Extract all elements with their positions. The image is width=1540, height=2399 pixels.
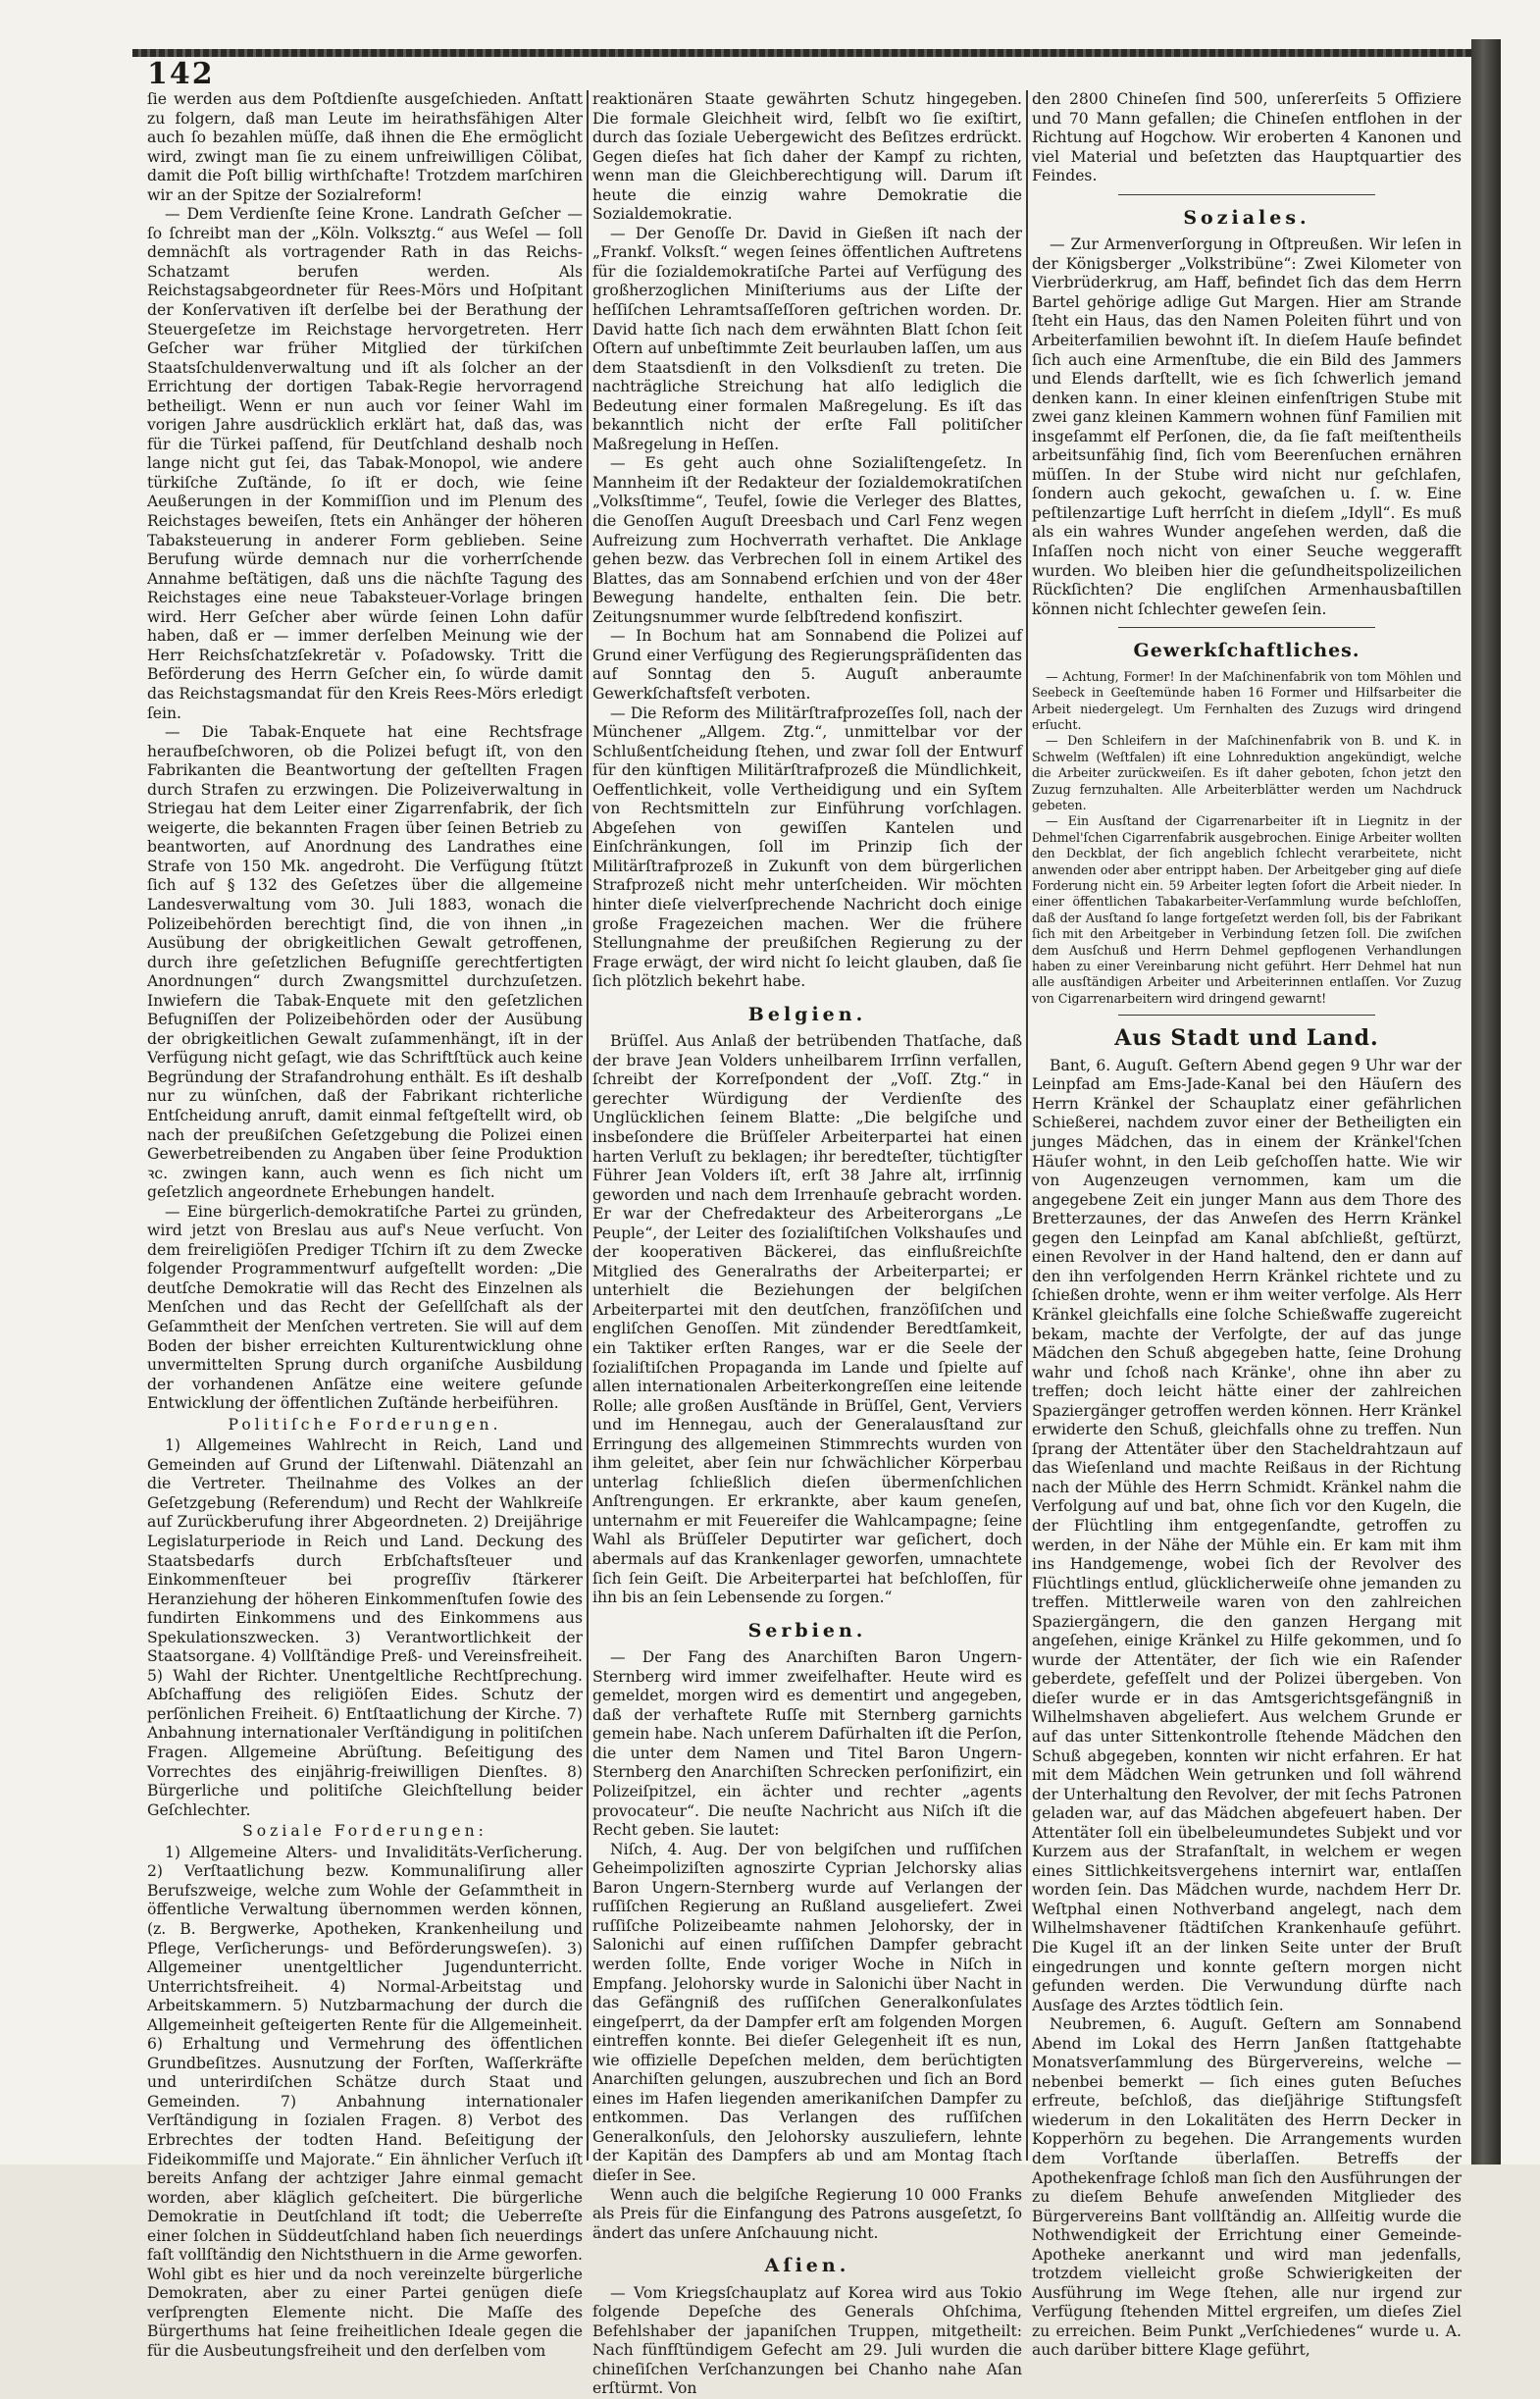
article-paragraph: — Die Reform des Militärſtrafprozeſſes ſoll, nach der Münchener „Allgem. Ztg.“, unmittelbar vor der Schlußentſcheidung ſtehen, und zwar ſoll der Entwurf für den künftigen Militärſtrafprozeß die Mündlichkeit, Oeffentlichkeit, volle Vertheidigung und ein Syſtem von Rechtsmitteln zur Einführung vorſchlagen. Abgeſehen von gewiſſen Kantelen und Einſchränkungen, ſoll im Prinzip ſich der Militärſtrafprozeß in Zukunft von dem bürgerlichen Strafprozeß nicht mehr unterſcheiden. Wir möchten hinter dieſe vielverſprechende Nachricht doch einige große Fragezeichen machen. Wer die frühere Stellungnahme der preußiſchen Regierung zu der Frage erwägt, der wird nicht ſo leicht glauben, daß ſie ſich plötzlich bekehrt habe. [592,704,1022,991]
article-paragraph: — In Bochum hat am Sonnabend die Polizei auf Grund einer Verfügung des Regierungspräſidenten das auf Sonntag den 5. Auguſt anberaumte Gewerkſchaftsfeſt verboten. [592,627,1022,703]
section-heading: Soziales. [1183,206,1310,229]
column-rule-1 [587,90,589,2161]
section-separator [1118,1015,1376,1016]
article-paragraph: — Der Genoſſe Dr. David in Gießen iſt nach der „Frankf. Volksſt.“ wegen ſeines öffentlichen Auftretens für die ſozialdemokratiſche Partei auf Verfügung des großherzoglichen Miniſteriums aus der Liſte der heſſiſchen Lehramtsaſſeſſoren geſtrichen worden. Dr. David hatte ſich nach dem erwähnten Blatt ſchon ſeit Oſtern auf unbeſtimmte Zeit beurlauben laſſen, um aus dem Staatsdienſt in den Volksdienſt zu treten. Die nachträgliche Streichung hat alſo lediglich die Bedeutung einer formalen Maßregelung. Es iſt das bekanntlich nicht der erſte Fall politiſcher Maßregelung in Heſſen. [592,224,1022,453]
article-paragraph: 1) Allgemeine Alters- und Invaliditäts-Verſicherung. 2) Verſtaatlichung bezw. Kommunaliſirung aller Berufszweige, welche zum Wohle der Geſammtheit in öffentliche Verwaltung übernommen werden können, (z. B. Bergwerke, Apotheken, Krankenheilung und Pflege, Verſicherungs- und Beförderungsweſen). 3) Allgemeiner unentgeltlicher Jugendunterricht. Unterrichtsfreiheit. 4) Normal-Arbeitstag und Arbeitskammern. 5) Nutzbarmachung der durch die Allgemeinheit geſteigerten Rente für die Allgemeinheit. 6) Erhaltung und Vermehrung des öffentlichen Grundbeſitzes. Ausnutzung der Forſten, Waſſerkräfte und unterirdiſchen Schätze durch Staat und Gemeinden. 7) Anbahnung internationaler Verſtändigung in ſozialen Fragen. 8) Verbot des Erbrechtes der todten Hand. Beſeitigung der Fideikommiſſe und Majorate.“ Ein ähnlicher Verſuch iſt bereits Anfang der achtziger Jahre einmal gemacht worden, aber kläglich geſcheitert. Die bürgerliche Demokratie in Deutſchland iſt todt; die Ueberreſte einer ſolchen in Süddeutſchland haben ſich neuerdings faſt vollſtändig den Nichtsthuern in die Arme geworfen. Wohl gibt es hier und da noch vereinzelte bürgerliche Demokraten, aber zu einer Partei genügen dieſe verſprengten Elemente nicht. Die Maſſe des Bürgerthums hat ſeine freiheitlichen Ideale gegen die für die Ausbeutungsfreiheit und den derſelben vom [147,1843,583,2360]
section-heading: Aus Stadt und Land. [1114,1025,1379,1052]
article-paragraph: Brüſſel. Aus Anlaß der betrübenden Thatſache, daß der brave Jean Volders unheilbarem Irrſinn verfallen, ſchreibt der Korreſpondent der „Voſſ. Ztg.“ in gerechter Würdigung der Verdienſte des Unglücklichen ſeinem Blatte: „Die belgiſche und insbeſondere die Brüſſeler Arbeiterpartei hat einen harten Verluſt zu beklagen; ihr beredteſter, tüchtigſter Führer Jean Volders iſt, erſt 38 Jahre alt, irrſinnig geworden und nach dem Irrenhauſe gebracht worden. Er war der Chefredakteur des Arbeiterorgans „Le Peuple“, der Leiter des ſozialiſtiſchen Volkshauſes und der kooperativen Bäckerei, das einflußreichſte Mitglied des Generalraths der Arbeiterpartei; er unterhielt die Beziehungen der belgiſchen Arbeiterpartei mit den deutſchen, franzöſiſchen und engliſchen Genoſſen. Mit zündender Beredtſamkeit, ein Taktiker erſten Ranges, war er die Seele der ſozialiſtiſchen Propaganda im Lande und ſpielte auf allen internationalen Arbeiterkongreſſen eine leitende Rolle; alle großen Ausſtände in Brüſſel, Gent, Verviers und im Hennegau, auch der Generalausſtand zur Erringung des allgemeinen Stimmrechts wurden von ihm geleitet, aber ſein nur ſchwächlicher Körperbau unterlag ſchließlich dieſen übermenſchlichen Anſtrengungen. Er erkrankte, aber kaum geneſen, unternahm er mit Feuereifer die Wahlcampagne; ſeine Wahl als Brüſſeler Deputirter war geſichert, doch abermals auf das Krankenlager geworfen, umnachtete ſich ſein Geiſt. Die Arbeiterpartei hat beſchloſſen, für ihn bis an ſein Lebensende zu ſorgen.“ [592,1032,1022,1607]
section-separator [1118,627,1376,628]
page-number: 142 [147,57,215,91]
article-paragraph: Neubremen, 6. Auguſt. Geſtern am Sonnabend Abend im Lokal des Herrn Janßen ſtattgehabte Monatsverſammlung des Bürgervereins, welche — nebenbei bemerkt — ſich eines guten Beſuches erfreute, beſchloß, das dieſjährige Stiftungsfeſt wiederum in den Lokalitäten des Herrn Decker in Kopperhörn zu begehen. Die Arrangements wurden dem Vorſtande überlaſſen. Betreffs der Apothekenfrage ſchloß man ſich den Ausführungen der zu dieſem Behufe anweſenden Mitglieder des Bürgervereins Bant vollſtändig an. Allſeitig wurde die Nothwendigkeit der Errichtung einer Gemeinde-Apotheke anerkannt und wird man jedenfalls, trotzdem vielleicht große Schwierigkeiten der Ausführung im Wege ſtehen, alle nur irgend zur Verfügung ſtehenden Mittel ergreifen, um dieſes Ziel zu erreichen. Beim Punkt „Verſchiedenes“ wurde u. A. auch darüber bittere Klage geführt, [1032,2015,1462,2360]
article-paragraph: ſie werden aus dem Poſtdienſte ausgeſchieden. Anſtatt zu folgern, daß man Leute im heirathsfähigen Alter auch ſo bezahlen müſſe, daß ihnen die Ehe ermöglicht wird, zwingt man ſie zu einem unfreiwilligen Cölibat, damit die Poſt billig wirthſchafte! Trotzdem marſchiren wir an der Spitze der Sozialreform! [147,90,583,204]
article-paragraph: — Eine bürgerlich-demokratiſche Partei zu gründen, wird jetzt von Breslau aus auf's Neue verſucht. Von dem freireligiöſen Prediger Tſchirn iſt zu dem Zwecke folgender Programmentwurf aufgeſtellt worden: „Die deutſche Demokratie will das Recht des Einzelnen als Menſchen und das Recht der Geſellſchaft als der Geſammtheit der Menſchen vertreten. Sie will auf dem Boden der bisher erreichten Kulturentwicklung ohne unvermittelten Sprung durch organiſche Ausbildung der vorhandenen Anſätze eine weitere geſunde Entwicklung der öffentlichen Zuſtände herbeiführen. [147,1202,583,1413]
article-paragraph: Bant, 6. Auguſt. Geſtern Abend gegen 9 Uhr war der Leinpfad am Ems-Jade-Kanal bei den Häuſern des Herrn Kränkel der Schauplatz einer gefährlichen Schießerei, nachdem zuvor einer der Betheiligten ein junges Mädchen, das in einem der Kränkel'ſchen Häuſer wohnt, in den Leib geſchoſſen hatte. Wie wir von Augenzeugen vernommen, kam um die angegebene Zeit ein junger Mann aus dem Thore des Bretterzaunes, der das Anweſen des Herrn Kränkel gegen den Leinpfad am Kanal abſchließt, geſtürzt, einen Revolver in der Hand haltend, den er dann auf den ihn verfolgenden Herrn Kränkel richtete und zu ſchießen drohte, wenn er ihm weiter verfolge. Als Herr Kränkel gleichfalls eine ſolche Schießwaffe zugereicht bekam, machte der Verfolgte, der auf das junge Mädchen den Schuß abgegeben hatte, ſeine Drohung wahr und ſchoß nach Kränke', ohne ihn aber zu treffen; doch leicht hätte einer der zahlreichen Spaziergänger getroffen werden können. Herr Kränkel erwiderte den Schuß, gleichfalls ohne zu treffen. Nun ſprang der Attentäter über den Stacheldrahtzaun auf das Wieſenland und machte Reißaus in der Richtung nach der Mühle des Herrn Schmidt. Kränkel nahm die Verfolgung auf und bat, ohne ſich vor den Kugeln, die der Flüchtling ihm entgegenſandte, getroffen zu werden, in der Nähe der Mühle ein. Er kam mit ihm ins Handgemenge, wobei ſich der Revolver des Flüchtlings entlud, glücklicherweiſe ohne jemanden zu treffen. Mittlerweile waren von den zahlreichen Spaziergängern, die den ganzen Hergang mit angeſehen, einige Kränkel zu Hilfe gekommen, und ſo wurde der Attentäter, der ſich wie ein Raſender geberdete, gefeſſelt und der Polizei übergeben. Von dieſer wurde er in das Amtsgerichtsgefängniß in Wilhelmshaven abgeliefert. Aus welchem Grunde er auf das unter Sittenkontrolle ſtehende Mädchen den Schuß abgegeben, konnten wir nicht erfahren. Er hat mit dem Mädchen Wein getrunken und ſoll während der Unterhaltung den Revolver, der mit ſechs Patronen geladen war, auf das Mädchen abgefeuert haben. Der Attentäter ſoll ein übelbeleumundetes Subjekt und vor Kurzem aus der Strafanſtalt, in welchem er wegen eines Sittlichkeitsvergehens internirt war, entlaſſen worden ſein. Das Mädchen wurde, nachdem Herr Dr. Weſtphal einen Nothverband angelegt, nach dem Wilhelmshavener ſtädtiſchen Krankenhauſe geführt. Die Kugel iſt an der linken Seite unter der Bruſt eingedrungen und konnte geſtern morgen nicht gefunden werden. Die Verwundung dürfte nach Ausſage des Arztes tödtlich ſein. [1032,1056,1462,2014]
column-right [1032,90,1462,2360]
notice-paragraph: — Ein Ausſtand der Cigarrenarbeiter iſt in Liegnitz in der Dehmel'ſchen Cigarrenfabrik ausgebrochen. Einige Arbeiter wollten den Deckblat, der ſich angeblich ſchlecht verarbeitete, nicht anwenden oder aber entrippt haben. Der Arbeitgeber ging auf dieſe Forderung nicht ein. 59 Arbeiter legten ſofort die Arbeit nieder. In einer öffentlichen Tabakarbeiter-Verſammlung wurde beſchloſſen, daß der Ausſtand ſo lange fortgeſetzt werden ſoll, bis der Fabrikant ſich mit den Arbeitgeber in Verbindung ſetzen ſoll. Die zwiſchen dem Ausſchuß und Herrn Dehmel gepflogenen Verhandlungen haben zu einer Vereinbarung nicht geführt. Herr Dehmel hat nun alle ausſtändigen Arbeiter und Arbeiterinnen entlaſſen. Vor Zuzug von Cigarrenarbeitern wird dringend gewarnt! [1032,813,1462,1006]
subheading: Politiſche Forderungen. [228,1415,502,1434]
article-paragraph: — Die Tabak-Enquete hat eine Rechtsfrage heraufbeſchworen, ob die Polizei befugt iſt, von den Fabrikanten die Beantwortung der geſtellten Fragen durch Strafen zu erzwingen. Die Polizeiverwaltung in Striegau hat dem Leiter einer Zigarrenfabrik, der ſich weigerte, die bekannten Fragen über ſeinen Betrieb zu beantworten, auf Anordnung des Landrathes eine Strafe von 150 Mk. angedroht. Die Verfügung ſtützt ſich auf § 132 des Geſetzes über die allgemeine Landesverwaltung vom 30. Juli 1883, wonach die Polizeibehörden berechtigt ſind, die von ihnen „in Ausübung der obrigkeitlichen Gewalt getroffenen, durch ihre geſetzlichen Befugniſſe gerechtfertigten Anordnungen“ durch Zwangsmittel durchzuſetzen. Inwiefern die Tabak-Enquete mit den geſetzlichen Befugniſſen der Polizeibehörden oder der Ausübung der obrigkeitlichen Gewalt zuſammenhängt, iſt in der Verfügung nicht geſagt, wie das Schriftſtück auch keine Begründung der Strafandrohung enthält. Es iſt deshalb nur zu wünſchen, daß der Fabrikant richterliche Entſcheidung anruft, damit einmal feſtgeſtellt wird, ob nach der preußiſchen Geſetzgebung die Polizei einen Gewerbetreibenden zu Angaben über ſeine Produktion ꝛc. zwingen kann, auch wenn es ſich nicht um geſetzlich angeordnete Erhebungen handelt. [147,723,583,1202]
article-paragraph: reaktionären Staate gewährten Schutz hingegeben. Die formale Gleichheit wird, ſelbſt wo ſie exiſtirt, durch das ſoziale Uebergewicht des Beſitzes erdrückt. Gegen dieſes hat ſich daher der Kampf zu richten, wenn man die Gleichberechtigung will. Darum iſt heute die einzig wahre Demokratie die Sozialdemokratie. [592,90,1022,224]
article-paragraph: Wenn auch die belgiſche Regierung 10 000 Franks als Preis für die Einfangung des Patrons ausgeſetzt, ſo ändert das unſere Anſchauung nicht. [592,2185,1022,2242]
section-separator [1118,194,1376,195]
article-paragraph: — Es geht auch ohne Sozialiſtengeſetz. In Mannheim iſt der Redakteur der ſozialdemokratiſchen „Volksſtimme“, Teufel, ſowie die Verleger des Blattes, die Genoſſen Auguſt Dreesbach und Carl Fenz wegen Aufreizung zum Hochverrath verhaftet. Die Anklage gehen bezw. das Verbrechen ſoll in einem Artikel des Blattes, das am Sonnabend erſchien und von der 48er Bewegung handelte, enthalten ſein. Die betr. Zeitungsnummer wurde ſelbſtredend konfiszirt. [592,454,1022,626]
article-paragraph: Niſch, 4. Aug. Der von belgiſchen und ruſſiſchen Geheimpoliziſten agnoszirte Cyprian Jelchorsky alias Baron Ungern-Sternberg wurde auf Verlangen der ruſſiſchen Regierung an Rußland ausgeliefert. Zwei ruſſiſche Polizeibeamte nahmen Jelohorsky, der in Salonichi auf einen ruſſiſchen Dampfer gebracht werden ſollte, Ende voriger Woche in Niſch in Empfang. Jelohorsky wurde in Salonichi über Nacht in das Gefängniß des ruſſiſchen Generalkonſulates eingeſperrt, da der Dampfer erſt am folgenden Morgen eintreffen konnte. Bei dieſer Gelegenheit iſt es nun, wie offizielle Depeſchen melden, dem berüchtigten Anarchiſten gelungen, auszubrechen und ſich an Bord eines im Hafen liegenden amerikaniſchen Dampfer zu entkommen. Das Verlangen des ruſſiſchen Generalkonſuls, den Jelohorsky auszuliefern, lehnte der Kapitän des Dampfers ab und am Montag ſtach dieſer in See. [592,1840,1022,2184]
article-paragraph: — Dem Verdienſte ſeine Krone. Landrath Geſcher — ſo ſchreibt man der „Köln. Volksztg.“ aus Weſel — ſoll demnächſt als vortragender Rath in das Reichs-Schatzamt berufen werden. Als Reichstagsabgeordneter für Rees-Mörs und Hoſpitant der Konſervativen iſt derſelbe bei der Berathung der Steuergeſetze im Reichstage hervorgetreten. Herr Geſcher war früher Mitglied der türkiſchen Staatsſchuldenverwaltung und iſt als ſolcher an der Errichtung der dortigen Tabak-Regie hervorragend betheiligt. Wenn er nun auch vor ſeiner Wahl im vorigen Jahre ausdrücklich erklärt hat, daß das, was für die Türkei paſſend, für Deutſchland deshalb noch lange nicht gut ſei, das Tabak-Monopol, wie andere türkiſche Zuſtände, ſo iſt er doch, wie ſeine Aeußerungen in der Kommiſſion und im Plenum des Reichstages beweiſen, ſtets ein Anhänger der höheren Tabaksteuerung in anderer Form geblieben. Seine Berufung würde demnach nur die vorherrſchende Annahme beſtätigen, daß uns die nächſte Tagung des Reichstages eine neue Tabaksteuer-Vorlage bringen wird. Herr Geſcher aber würde ſeinen Lohn dafür haben, daß er — immer derſelben Meinung wie der Herr Reichsſchatzſekretär v. Poſadowsky. Tritt die Beförderung des Herrn Geſcher ein, ſo würde damit das Reichstagsmandat für den Kreis Rees-Mörs erledigt ſein. [147,205,583,722]
notice-paragraph: — Den Schleifern in der Maſchinenfabrik von B. und K. in Schwelm (Weſtfalen) iſt eine Lohnreduktion angekündigt, welche die Arbeiter zurückweiſen. Es iſt daher geboten, ſchon jetzt den Zuzug fernzuhalten. Alle Arbeiterblätter werden um Nachdruck gebeten. [1032,733,1462,813]
article-paragraph: — Zur Armenverſorgung in Oſtpreußen. Wir leſen in der Königsberger „Volkstribüne“: Zwei Kilometer von Vierbrüderkrug, am Haff, befindet ſich das dem Herrn Bartel gehörige adlige Gut Margen. Hier am Strande ſteht ein Haus, das den Namen Poleiten führt und von Arbeiterfamilien bewohnt iſt. In dieſem Hauſe befindet ſich auch eine Armenſtube, die ein Bild des Jammers und Elends darſtellt, wie es ſich ſchwerlich jemand denken kann. In einer kleinen einfenſtrigen Stube mit zwei ganz kleinen Kammern wohnen fünf Familien mit insgeſammt elf Perſonen, die, da ſie faſt meiſtentheils arbeitsunfähig ſind, ſich vom Beerenſuchen ernähren müſſen. In der Stube wird nicht nur geſchlafen, ſondern auch gekocht, gewaſchen u. ſ. w. Eine peſtilenzartige Luft herrſcht in dieſem „Idyll“. Es muß als ein wahres Wunder angeſehen werden, daß die Inſaſſen noch nicht von einer Seuche weggerafft wurden. Wo bleiben hier die geſundheitspolizeilichen Rückſichten? Die engliſchen Armenhausbaſtillen können nicht ſchlechter geweſen ſein. [1032,235,1462,618]
column-left [147,90,583,2360]
subheading: Soziale Forderungen: [242,1822,488,1841]
column-middle [592,90,1022,2398]
section-heading: Aſien. [764,2255,850,2277]
smallprint-notices [1032,669,1462,1008]
section-heading: Belgien. [747,1003,867,1025]
column-rule-2 [1026,90,1028,2161]
article-paragraph: — Der Fang des Anarchiſten Baron Ungern-Sternberg wird immer zweifelhafter. Heute wird es gemeldet, morgen wird es dementirt und angegeben, daß der verhaftete Ruſſe mit Sternberg garnichts gemein habe. Nach unſerem Dafürhalten iſt die Perſon, die unter dem Namen und Titel Baron Ungern-Sternberg den Anarchiſten Schrecken perſonifizirt, ein Polizeiſpitzel, ein ächter und rechter „agents provocateur“. Die neuſte Nachricht aus Niſch iſt die Recht geben. Sie lautet: [592,1648,1022,1840]
scan-top-border [132,49,1471,57]
section-heading: Serbien. [747,1619,867,1642]
notice-paragraph: — Achtung, Former! In der Maſchinenfabrik von tom Möhlen und Seebeck in Geeſtemünde haben 16 Former und Hilfsarbeiter die Arbeit niedergelegt. Um Fernhalten des Zuzugs wird dringend erſucht. [1032,668,1462,732]
article-paragraph: 1) Allgemeines Wahlrecht in Reich, Land und Gemeinden auf Grund der Liſtenwahl. Diätenzahl an die Vertreter. Theilnahme des Volkes an der Geſetzgebung (Referendum) und Recht der Wahlkreiſe auf Zurückberufung ihrer Abgeordneten. 2) Dreijährige Legislaturperiode in Reich und Land. Deckung des Staatsbedarfs durch Erbſchaftsſteuer und Einkommenſteuer bei progreſſiv ſtärkerer Heranziehung der höheren Einkommenſtufen ſowie des fundirten Einkommens und des Einkommens aus Spekulationszwecken. 3) Verantwortlichkeit der Staatsorgane. 4) Vollſtändige Preß- und Vereinsfreiheit. 5) Wahl der Richter. Unentgeltliche Rechtſprechung. Abſchaffung des religiöſen Eides. Schutz der perſönlichen Freiheit. 6) Entſtaatlichung der Kirche. 7) Anbahnung internationaler Verſtändigung in politiſchen Fragen. Allgemeine Abrüſtung. Beſeitigung des Vorrechtes des einjährig-freiwilligen Dienſtes. 8) Bürgerliche und politiſche Gleichſtellung beider Geſchlechter. [147,1436,583,1819]
scan-right-border [1471,39,1501,2164]
article-paragraph: den 2800 Chineſen ſind 500, unſererſeits 5 Offiziere und 70 Mann gefallen; die Chineſen entflohen in der Richtung auf Hogchow. Wir eroberten 4 Kanonen und viel Material und beſetzten das Hauptquartier des Feindes. [1032,90,1462,185]
article-paragraph: — Vom Kriegsſchauplatz auf Korea wird aus Tokio folgende Depeſche des Generals Ohſchima, Befehlshaber der japaniſchen Truppen, mitgetheilt: Nach fünfſtündigem Gefecht am 29. Juli wurden die chineſiſchen Verſchanzungen bei Chanho nahe Aſan erſtürmt. Von [592,2283,1022,2398]
section-heading: Gewerkſchaftliches. [1133,640,1360,662]
